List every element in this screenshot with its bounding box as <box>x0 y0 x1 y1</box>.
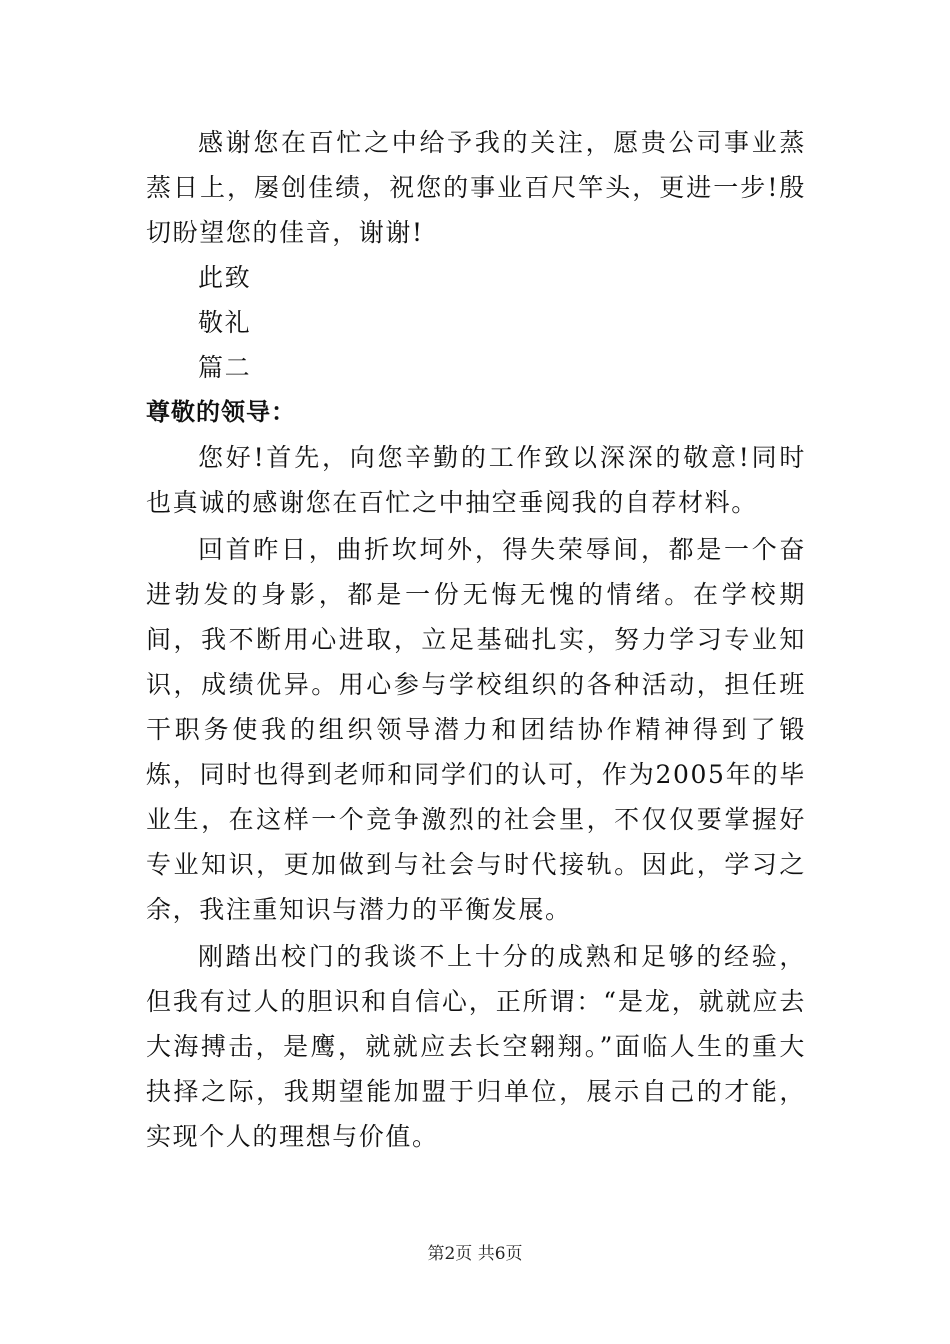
opening-paragraph: 您好!首先，向您辛勤的工作致以深深的敬意!同时也真诚的感谢您在百忙之中抽空垂阅我的自荐材料。 <box>146 443 806 517</box>
salutation-jingli: 敬礼 <box>198 308 252 337</box>
section-label: 篇二 <box>198 353 252 382</box>
body-paragraph-aspiration: 刚踏出校门的我谈不上十分的成熟和足够的经验，但我有过人的胆识和自信心，正所谓：“是龙，就就应去大海搏击，是鹰，就就应去长空翱翔。”面临人生的重大抉择之际，我期望能加盟于归单位，展示自己的才能，实现个人的理想与价值。 <box>146 942 806 1151</box>
page-number-footer: 第2页 共6页 <box>427 1244 523 1264</box>
letter-greeting-heading: 尊敬的领导： <box>146 398 296 426</box>
document-body <box>146 120 806 1159</box>
salutation-cizhi: 此致 <box>198 263 252 292</box>
body-paragraph-review: 回首昨日，曲折坎坷外，得失荣辱间，都是一个奋进勃发的身影，都是一份无悔无愧的情绪。在学校期间，我不断用心进取，立足基础扎实，努力学习专业知识，成绩优异。用心参与学校组织的各种活动，担任班干职务使我的组织领导潜力和团结协作精神得到了锻炼，同时也得到老师和同学们的认可，作为2005年的毕业生，在这样一个竞争激烈的社会里，不仅仅要掌握好专业知识，更加做到与社会与时代接轨。因此，学习之余，我注重知识与潜力的平衡发展。 <box>146 535 806 924</box>
closing-paragraph: 感谢您在百忙之中给予我的关注，愿贵公司事业蒸蒸日上，屡创佳绩，祝您的事业百尺竿头，更进一步!殷切盼望您的佳音，谢谢! <box>146 128 806 247</box>
